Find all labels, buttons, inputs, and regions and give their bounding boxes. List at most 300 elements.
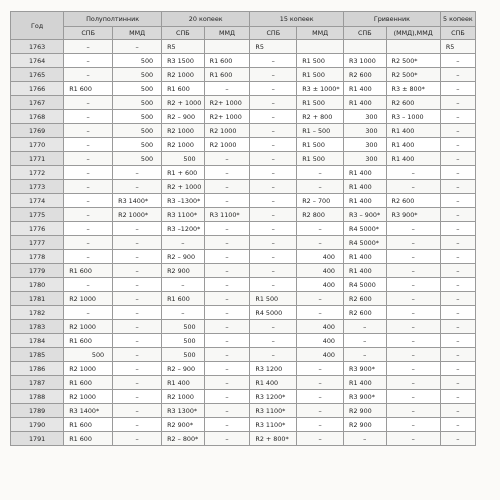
table-cell: –	[64, 152, 113, 166]
table-cell: –	[113, 320, 162, 334]
table-cell: –	[250, 180, 297, 194]
table-row	[11, 250, 476, 264]
table-cell: R3 ± 1000*	[297, 82, 344, 96]
table-cell: 400	[297, 334, 344, 348]
table-row	[11, 404, 476, 418]
table-cell: R1 400	[344, 166, 387, 180]
table-cell: –	[250, 194, 297, 208]
table-cell: –	[250, 320, 297, 334]
table-cell: –	[64, 54, 113, 68]
table-header	[11, 12, 476, 40]
table-cell: –	[113, 180, 162, 194]
table-cell: –	[386, 222, 440, 236]
table-cell: –	[204, 82, 250, 96]
table-cell: –	[113, 418, 162, 432]
group-header-15-kopeks: 15 копеек	[250, 12, 344, 27]
year-cell: 1779	[11, 264, 64, 278]
year-cell: 1787	[11, 376, 64, 390]
table-cell: –	[250, 250, 297, 264]
table-row	[11, 124, 476, 138]
table-cell: –	[440, 96, 475, 110]
table-cell: –	[344, 432, 387, 446]
table-cell: R2 800	[297, 208, 344, 222]
table-cell: 400	[297, 250, 344, 264]
table-cell: 400	[297, 264, 344, 278]
table-cell: R2 1000	[64, 362, 113, 376]
table-cell: R1 600	[64, 432, 113, 446]
table-cell: –	[113, 264, 162, 278]
table-cell: R2 900	[162, 264, 205, 278]
table-cell: R3 – 900*	[344, 208, 387, 222]
table-cell: –	[64, 138, 113, 152]
table-cell: –	[386, 432, 440, 446]
table-cell: –	[113, 376, 162, 390]
table-row	[11, 418, 476, 432]
table-cell: –	[204, 222, 250, 236]
table-cell: 500	[113, 82, 162, 96]
table-cell: –	[386, 320, 440, 334]
table-cell: –	[440, 82, 475, 96]
table-cell: R3 1100*	[204, 208, 250, 222]
table-cell: –	[344, 348, 387, 362]
subheader-cell: СПБ	[344, 27, 387, 40]
table-cell: R1 600	[64, 82, 113, 96]
table-cell: R2 900	[344, 404, 387, 418]
table-cell: –	[204, 306, 250, 320]
table-cell: R3 ± 800*	[386, 82, 440, 96]
table-cell: –	[440, 404, 475, 418]
table-cell: –	[386, 362, 440, 376]
table-cell: –	[297, 236, 344, 250]
table-cell: –	[64, 96, 113, 110]
year-cell: 1772	[11, 166, 64, 180]
table-cell: R2 1000	[162, 124, 205, 138]
table-cell: R1 500	[297, 96, 344, 110]
table-cell: R1 600	[204, 54, 250, 68]
table-cell: –	[440, 236, 475, 250]
table-row	[11, 180, 476, 194]
table-cell: –	[113, 390, 162, 404]
table-cell: –	[250, 264, 297, 278]
table-cell: –	[64, 222, 113, 236]
table-cell: R2 – 900	[162, 110, 205, 124]
table-cell: R2 + 800	[297, 110, 344, 124]
table-cell: –	[440, 306, 475, 320]
table-cell: R2+ 1000	[204, 110, 250, 124]
table-cell: –	[250, 138, 297, 152]
table-cell: R3 1200	[250, 362, 297, 376]
table-cell: R3 900*	[344, 362, 387, 376]
table-cell: R3 1200*	[250, 390, 297, 404]
table-cell: R1 400	[162, 376, 205, 390]
table-cell: R2 600	[386, 96, 440, 110]
table-cell: –	[204, 390, 250, 404]
table-cell: –	[440, 250, 475, 264]
table-cell: R4 5000*	[344, 222, 387, 236]
table-cell: –	[162, 236, 205, 250]
table-cell: –	[113, 166, 162, 180]
year-cell: 1791	[11, 432, 64, 446]
year-cell: 1786	[11, 362, 64, 376]
table-cell: –	[204, 194, 250, 208]
table-cell: –	[162, 306, 205, 320]
year-cell: 1782	[11, 306, 64, 320]
table-cell: –	[440, 418, 475, 432]
table-cell: 500	[162, 334, 205, 348]
table-cell: –	[440, 292, 475, 306]
table-cell: –	[440, 376, 475, 390]
table-cell: R3 900*	[386, 208, 440, 222]
table-cell: –	[297, 180, 344, 194]
table-cell: –	[440, 68, 475, 82]
table-cell: R3 1500	[162, 54, 205, 68]
table-cell: –	[64, 68, 113, 82]
table-cell: –	[440, 362, 475, 376]
table-cell: –	[64, 208, 113, 222]
year-cell: 1788	[11, 390, 64, 404]
year-cell: 1775	[11, 208, 64, 222]
table-cell: –	[297, 376, 344, 390]
year-cell: 1780	[11, 278, 64, 292]
table-row	[11, 320, 476, 334]
table-cell: –	[113, 404, 162, 418]
table-cell: –	[386, 334, 440, 348]
table-cell: –	[113, 292, 162, 306]
table-cell: –	[297, 404, 344, 418]
table-cell: –	[250, 110, 297, 124]
table-cell: R2 + 1000	[162, 96, 205, 110]
table-cell: 500	[113, 96, 162, 110]
table-cell: –	[204, 236, 250, 250]
year-cell: 1773	[11, 180, 64, 194]
table-cell: –	[440, 54, 475, 68]
table-cell: R1 400	[344, 194, 387, 208]
table-row	[11, 166, 476, 180]
table-cell: R1 400	[344, 250, 387, 264]
subheader-cell: ММД	[204, 27, 250, 40]
table-cell	[204, 40, 250, 54]
table-cell: R2 1000	[64, 320, 113, 334]
table-cell: 400	[297, 278, 344, 292]
table-cell: –	[204, 250, 250, 264]
table-cell: 500	[162, 320, 205, 334]
year-cell: 1785	[11, 348, 64, 362]
table-cell: –	[204, 376, 250, 390]
coin-rarity-table	[10, 11, 476, 446]
table-cell: –	[64, 194, 113, 208]
table-row	[11, 54, 476, 68]
table-cell: –	[440, 334, 475, 348]
table-cell: R2 – 800*	[162, 432, 205, 446]
table-cell: –	[204, 404, 250, 418]
table-row	[11, 376, 476, 390]
table-cell: –	[64, 166, 113, 180]
table-cell: –	[440, 124, 475, 138]
table-cell: –	[64, 250, 113, 264]
table-cell: 300	[344, 124, 387, 138]
table-cell: R1 500	[250, 292, 297, 306]
table-cell: –	[386, 348, 440, 362]
table-cell: –	[113, 222, 162, 236]
table-cell: R2 500*	[386, 68, 440, 82]
table-cell: –	[297, 222, 344, 236]
table-cell: –	[204, 348, 250, 362]
table-cell: –	[386, 390, 440, 404]
table-row	[11, 292, 476, 306]
table-row	[11, 110, 476, 124]
table-cell: R2 900*	[162, 418, 205, 432]
table-cell: –	[440, 348, 475, 362]
table-cell: 500	[113, 54, 162, 68]
table-row	[11, 194, 476, 208]
table-cell: –	[204, 278, 250, 292]
table-cell: –	[64, 110, 113, 124]
table-cell: R1 500	[297, 68, 344, 82]
subheader-cell: ММД	[297, 27, 344, 40]
table-cell: R2 1000	[204, 138, 250, 152]
table-row	[11, 222, 476, 236]
table-cell: –	[297, 390, 344, 404]
table-cell: –	[297, 418, 344, 432]
table-cell: R3 1300*	[162, 404, 205, 418]
table-cell: –	[250, 222, 297, 236]
table-row	[11, 82, 476, 96]
table-cell: R4 5000*	[344, 236, 387, 250]
table-cell: –	[250, 278, 297, 292]
table-cell: –	[250, 96, 297, 110]
table-row	[11, 334, 476, 348]
table-cell: –	[440, 166, 475, 180]
table-row	[11, 362, 476, 376]
table-cell: R1 600	[64, 334, 113, 348]
table-cell: –	[440, 432, 475, 446]
table-cell: R2 – 900	[162, 250, 205, 264]
table-cell: –	[64, 236, 113, 250]
table-cell: R1 400	[386, 124, 440, 138]
subheader-cell: СПБ	[64, 27, 113, 40]
year-column-header: Год	[11, 12, 64, 40]
table-cell: –	[113, 250, 162, 264]
table-cell: R2 600	[344, 292, 387, 306]
table-row	[11, 96, 476, 110]
table-cell: R1 600	[64, 264, 113, 278]
table-cell	[386, 40, 440, 54]
table-cell: R2 600	[344, 306, 387, 320]
table-cell: –	[250, 208, 297, 222]
table-cell: R1 400	[344, 376, 387, 390]
table-cell: 500	[113, 68, 162, 82]
table-cell: R1 – 500	[297, 124, 344, 138]
table-cell: –	[440, 152, 475, 166]
year-cell: 1764	[11, 54, 64, 68]
table-cell: R1 + 600	[162, 166, 205, 180]
subheader-cell: СПБ	[250, 27, 297, 40]
year-cell: 1783	[11, 320, 64, 334]
table-cell: R1 600	[64, 376, 113, 390]
table-cell: –	[440, 138, 475, 152]
table-cell: R3 1400*	[64, 404, 113, 418]
table-cell: R3 –1300*	[162, 194, 205, 208]
table-cell: –	[204, 292, 250, 306]
table-cell: R1 600	[162, 292, 205, 306]
table-cell: –	[386, 292, 440, 306]
table-cell: –	[386, 180, 440, 194]
year-cell: 1784	[11, 334, 64, 348]
table-cell: 500	[64, 348, 113, 362]
table-cell: R2 – 900	[162, 362, 205, 376]
table-cell: –	[386, 376, 440, 390]
table-cell: –	[344, 334, 387, 348]
year-cell: 1766	[11, 82, 64, 96]
table-cell: R2 + 1000	[162, 180, 205, 194]
table-row	[11, 138, 476, 152]
table-cell: R2 1000	[64, 390, 113, 404]
table-cell: R1 400	[386, 138, 440, 152]
table-cell: –	[64, 278, 113, 292]
year-cell: 1776	[11, 222, 64, 236]
table-cell: –	[250, 152, 297, 166]
table-row	[11, 432, 476, 446]
table-cell: 500	[113, 110, 162, 124]
year-cell: 1789	[11, 404, 64, 418]
table-cell: –	[440, 208, 475, 222]
table-cell: –	[440, 320, 475, 334]
table-cell: R1 500	[297, 152, 344, 166]
table-body	[11, 40, 476, 446]
table-cell: –	[204, 362, 250, 376]
table-row	[11, 208, 476, 222]
table-cell: R2 600	[386, 194, 440, 208]
table-cell: –	[250, 348, 297, 362]
table-row	[11, 152, 476, 166]
table-row	[11, 390, 476, 404]
table-cell: R2 1000	[64, 292, 113, 306]
table-cell: –	[113, 362, 162, 376]
table-cell: –	[386, 264, 440, 278]
table-cell: R2 – 700	[297, 194, 344, 208]
table-cell: R2 1000	[162, 390, 205, 404]
table-cell: –	[386, 166, 440, 180]
table-cell: 300	[344, 138, 387, 152]
table-cell: –	[162, 278, 205, 292]
year-cell: 1777	[11, 236, 64, 250]
table-cell: –	[204, 320, 250, 334]
table-cell	[297, 40, 344, 54]
table-cell: R3 1100*	[250, 418, 297, 432]
year-cell: 1771	[11, 152, 64, 166]
table-cell: –	[250, 68, 297, 82]
table-cell: –	[204, 418, 250, 432]
table-cell: –	[113, 432, 162, 446]
table-row	[11, 236, 476, 250]
table-row	[11, 40, 476, 54]
table-cell: –	[250, 334, 297, 348]
table-cell: –	[440, 110, 475, 124]
table-cell: 300	[344, 110, 387, 124]
table-cell: –	[250, 82, 297, 96]
year-cell: 1763	[11, 40, 64, 54]
table-cell: –	[113, 348, 162, 362]
table-cell: R4 5000	[344, 278, 387, 292]
table-cell: –	[386, 418, 440, 432]
table-cell: –	[64, 306, 113, 320]
table-cell: R3 1000	[344, 54, 387, 68]
table-cell: –	[113, 278, 162, 292]
table-cell: –	[440, 222, 475, 236]
table-cell: R3 – 1000	[386, 110, 440, 124]
table-cell: –	[64, 40, 113, 54]
table-cell: R2 600	[344, 68, 387, 82]
table-cell: R3 –1200*	[162, 222, 205, 236]
table-cell: R3 1100*	[162, 208, 205, 222]
year-cell: 1769	[11, 124, 64, 138]
table-cell: –	[204, 432, 250, 446]
year-cell: 1778	[11, 250, 64, 264]
table-cell: R2 1000*	[113, 208, 162, 222]
subheader-cell: СПБ	[440, 27, 475, 40]
table-cell: –	[440, 194, 475, 208]
table-cell: 300	[344, 152, 387, 166]
table-cell: –	[64, 180, 113, 194]
table-cell: R1 600	[64, 418, 113, 432]
table-cell: –	[204, 152, 250, 166]
table-cell: –	[297, 292, 344, 306]
table-cell: R1 500	[297, 138, 344, 152]
table-cell: 500	[113, 152, 162, 166]
table-cell: R1 400	[344, 96, 387, 110]
table-cell: –	[440, 264, 475, 278]
table-row	[11, 278, 476, 292]
table-cell: –	[204, 180, 250, 194]
table-cell: –	[250, 236, 297, 250]
table-cell: R2 1000	[204, 124, 250, 138]
table-cell: –	[204, 334, 250, 348]
table-cell: 500	[113, 124, 162, 138]
table-row	[11, 264, 476, 278]
year-cell: 1768	[11, 110, 64, 124]
table-cell: –	[250, 124, 297, 138]
table-cell: –	[113, 236, 162, 250]
table-cell: R1 600	[162, 82, 205, 96]
table-cell: R3 900*	[344, 390, 387, 404]
table-cell: R1 400	[250, 376, 297, 390]
table-cell: R2 + 800*	[250, 432, 297, 446]
table-cell: –	[344, 320, 387, 334]
table-cell: –	[250, 166, 297, 180]
table-cell: R1 500	[297, 54, 344, 68]
table-cell: R1 600	[204, 68, 250, 82]
subheader-cell: (ММД),ММД	[386, 27, 440, 40]
table-cell: 500	[113, 138, 162, 152]
table-cell: –	[440, 278, 475, 292]
year-cell: 1790	[11, 418, 64, 432]
group-header-20-kopeks: 20 копеек	[162, 12, 250, 27]
table-cell: R2 1000	[162, 138, 205, 152]
group-header-grivennik: Гривенник	[344, 12, 441, 27]
table-cell: R1 400	[344, 82, 387, 96]
table-cell: R2 900	[344, 418, 387, 432]
table-row	[11, 306, 476, 320]
table-cell: R3 1100*	[250, 404, 297, 418]
table-cell: –	[440, 180, 475, 194]
table-cell: R5	[250, 40, 297, 54]
table-cell: –	[386, 236, 440, 250]
subheader-cell: СПБ	[162, 27, 205, 40]
table-cell: 400	[297, 320, 344, 334]
table-row	[11, 348, 476, 362]
table-cell: R1 400	[386, 152, 440, 166]
year-cell: 1767	[11, 96, 64, 110]
